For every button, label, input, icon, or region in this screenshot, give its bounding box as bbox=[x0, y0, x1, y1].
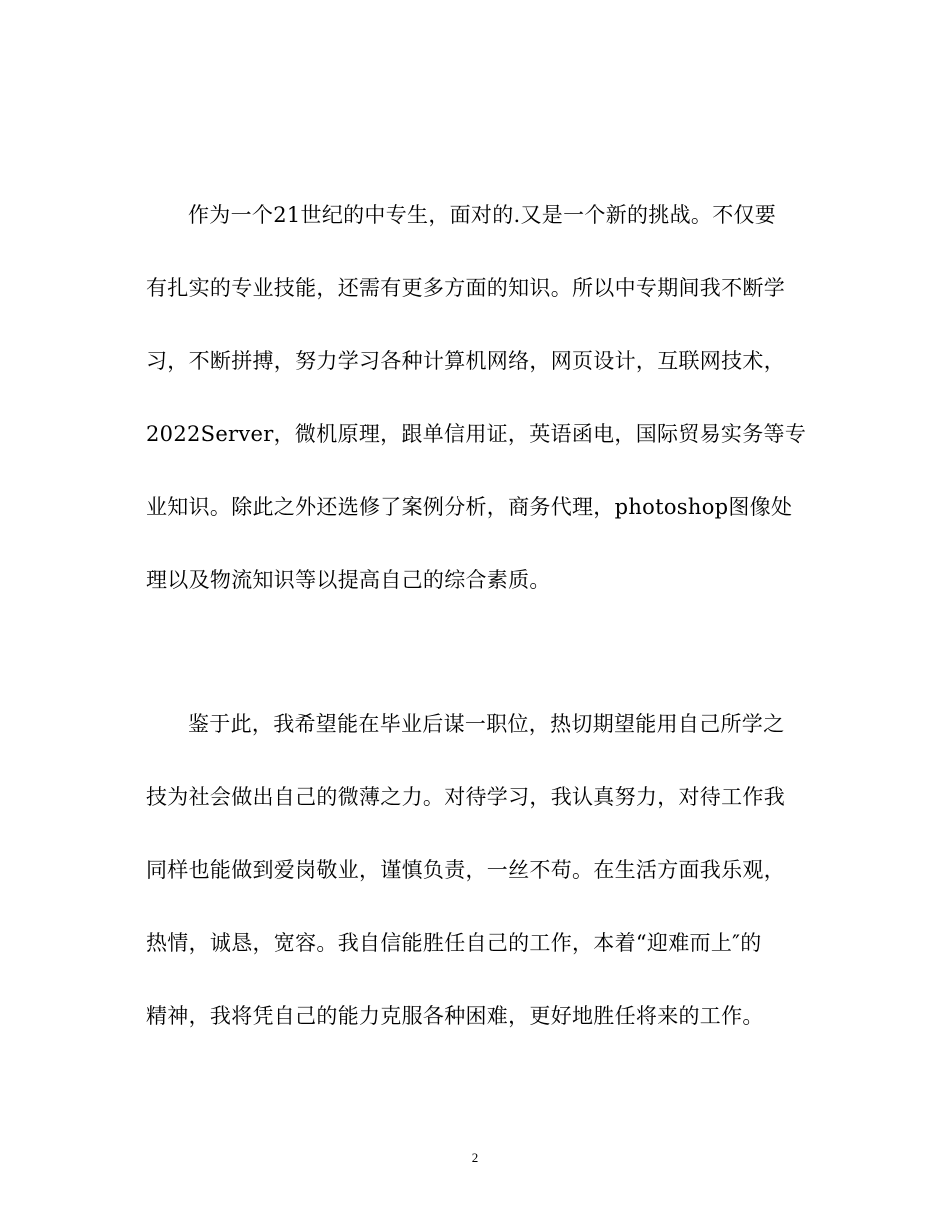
paragraph-line: 同样也能做到爱岗敬业，谨慎负责，一丝不苟。在生活方面我乐观， bbox=[146, 858, 785, 882]
paragraph-line: 理以及物流知识等以提高自己的综合素质。 bbox=[146, 568, 551, 592]
paragraph-line: 精神，我将凭自己的能力克服各种困难，更好地胜任将来的工作。 bbox=[146, 1004, 764, 1028]
paragraph-line: 鉴于此，我希望能在毕业后谋一职位，热切期望能用自己所学之 bbox=[188, 712, 785, 736]
page-number: 2 bbox=[471, 1150, 479, 1165]
paragraph-line: 作为一个21世纪的中专生，面对的.又是一个新的挑战。不仅要 bbox=[188, 203, 777, 227]
paragraph-line: 技为社会做出自己的微薄之力。对待学习，我认真努力，对待工作我 bbox=[146, 785, 785, 809]
paragraph-line: 有扎实的专业技能，还需有更多方面的知识。所以中专期间我不断学 bbox=[146, 276, 785, 300]
paragraph-line: 业知识。除此之外还选修了案例分析，商务代理，photoshop图像处 bbox=[146, 495, 793, 519]
paragraph-line: 2022Server，微机原理，跟单信用证，英语函电，国际贸易实务等专 bbox=[146, 422, 807, 446]
paragraph-line: 习，不断拼搏，努力学习各种计算机网络，网页设计，互联网技术， bbox=[146, 349, 785, 373]
paragraph-line: 热情，诚恳，宽容。我自信能胜任自己的工作，本着“迎难而上″的 bbox=[146, 931, 762, 955]
